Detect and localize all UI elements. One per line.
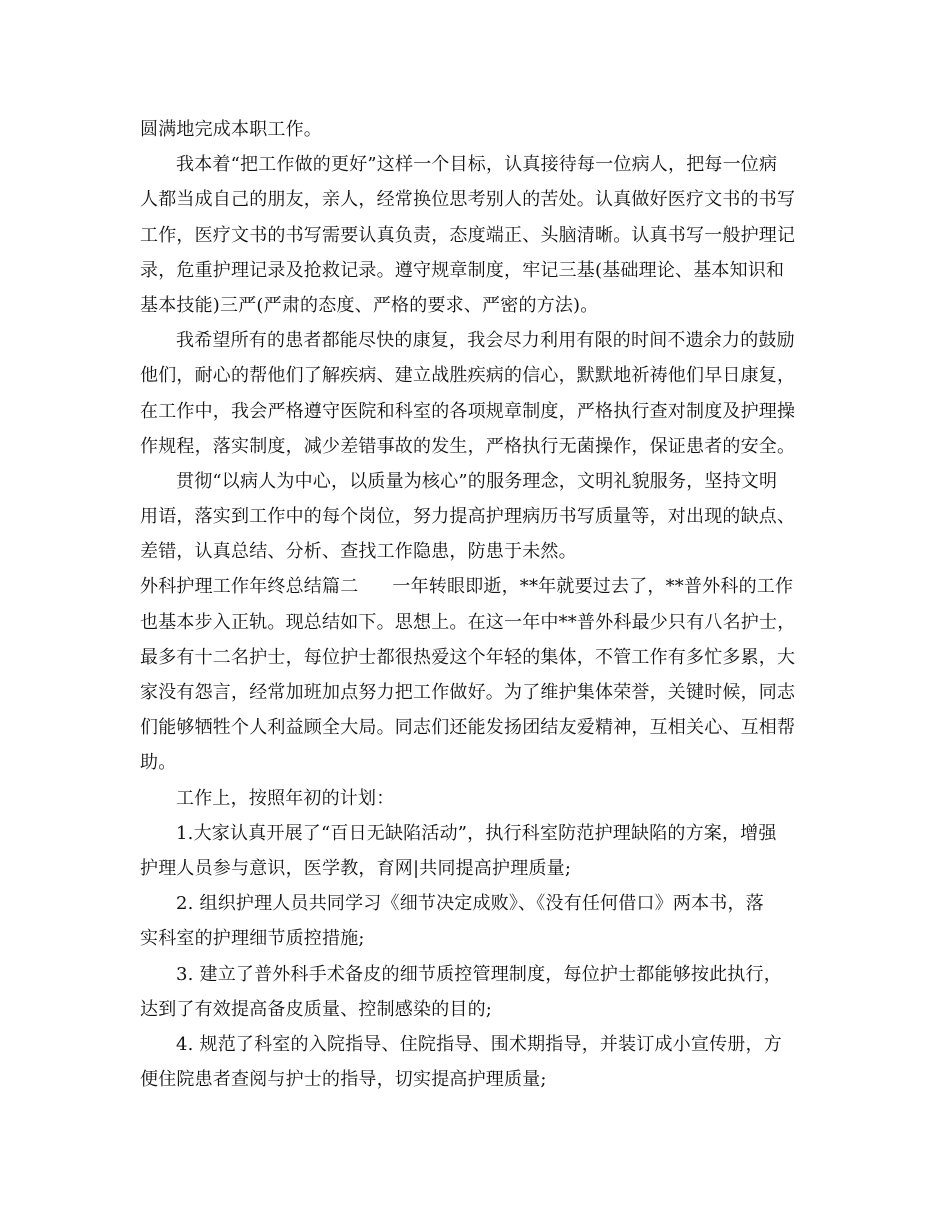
list-item-2-line: 2. 组织护理人员共同学习《细节决定成败》、《没有任何借口》两本书，落 (176, 893, 764, 915)
text-line: 作规程，落实制度，减少差错事故的发生，严格执行无菌操作，保证患者的安全。 (140, 435, 796, 457)
list-item-1-line: 1.大家认真开展了“百日无缺陷活动”，执行科室防范护理缺陷的方案，增强 (176, 822, 777, 844)
text-line: 圆满地完成本职工作。 (140, 119, 322, 140)
text-line: 他们，耐心的帮他们了解疾病、建立战胜疾病的信心，默默地祈祷他们早日康复， (140, 365, 796, 387)
text-line: 们能够牺牲个人利益顾全大局。同志们还能发扬团结友爱精神，互相关心、互相帮 (140, 717, 796, 739)
text-line: 达到了有效提高备皮质量、控制感染的目的; (140, 998, 493, 1020)
paragraph-start-line: 我希望所有的患者都能尽快的康复，我会尽力利用有限的时间不遗余力的鼓励 (176, 330, 795, 352)
section-intro-text: 一年转眼即逝，**年就要过去了，**普外科的工作 (392, 576, 794, 598)
document-page (140, 112, 820, 1097)
text-line: 便住院患者查阅与护士的指导，切实提高护理质量; (140, 1069, 547, 1091)
paragraph-start-line: 工作上，按照年初的计划： (176, 787, 395, 809)
text-line: 差错，认真总结、分析、查找工作隐患，防患于未然。 (140, 541, 577, 563)
text-line: 助。 (140, 752, 177, 774)
list-item-3-line: 3. 建立了普外科手术备皮的细节质控管理制度，每位护士都能够按此执行， (176, 963, 782, 985)
text-line: 实科室的护理细节质控措施; (140, 928, 365, 950)
list-item-4-line: 4. 规范了科室的入院指导、住院指导、围术期指导，并装订成小宣传册，方 (176, 1033, 782, 1055)
text-line: 最多有十二名护士，每位护士都很热爱这个年轻的集体，不管工作有多忙多累，大 (140, 646, 796, 668)
text-line: 工作，医疗文书的书写需要认真负责，态度端正、头脑清晰。认真书写一般护理记 (140, 224, 796, 246)
text-line: 录，危重护理记录及抢救记录。遵守规章制度，牢记三基(基础理论、基本知识和 (140, 259, 785, 281)
paragraph-start-line: 贯彻“以病人为中心，以质量为核心”的服务理念，文明礼貌服务，坚持文明 (176, 470, 778, 492)
text-line: 也基本步入正轨。现总结如下。思想上。在这一年中**普外科最少只有八名护士， (140, 611, 796, 633)
text-line: 人都当成自己的朋友，亲人，经常换位思考别人的苦处。认真做好医疗文书的书写 (140, 189, 796, 211)
paragraph-start-line: 我本着“把工作做的更好”这样一个目标，认真接待每一位病人，把每一位病 (176, 154, 778, 176)
text-line: 用语，落实到工作中的每个岗位，努力提高护理病历书写质量等，对出现的缺点、 (140, 506, 796, 528)
section-heading-line (140, 569, 820, 604)
text-line: 护理人员参与意识，医学教，育网|共同提高护理质量; (140, 857, 572, 879)
text-line: 基本技能)三严(严肃的态度、严格的要求、严密的方法)。 (140, 294, 599, 316)
text-line: 在工作中，我会严格遵守医院和科室的各项规章制度，严格执行查对制度及护理操 (140, 400, 796, 422)
text-line: 家没有怨言，经常加班加点努力把工作做好。为了维护集体荣誉，关键时候，同志 (140, 682, 796, 703)
section-heading: 外科护理工作年终总结篇二 (140, 576, 359, 598)
